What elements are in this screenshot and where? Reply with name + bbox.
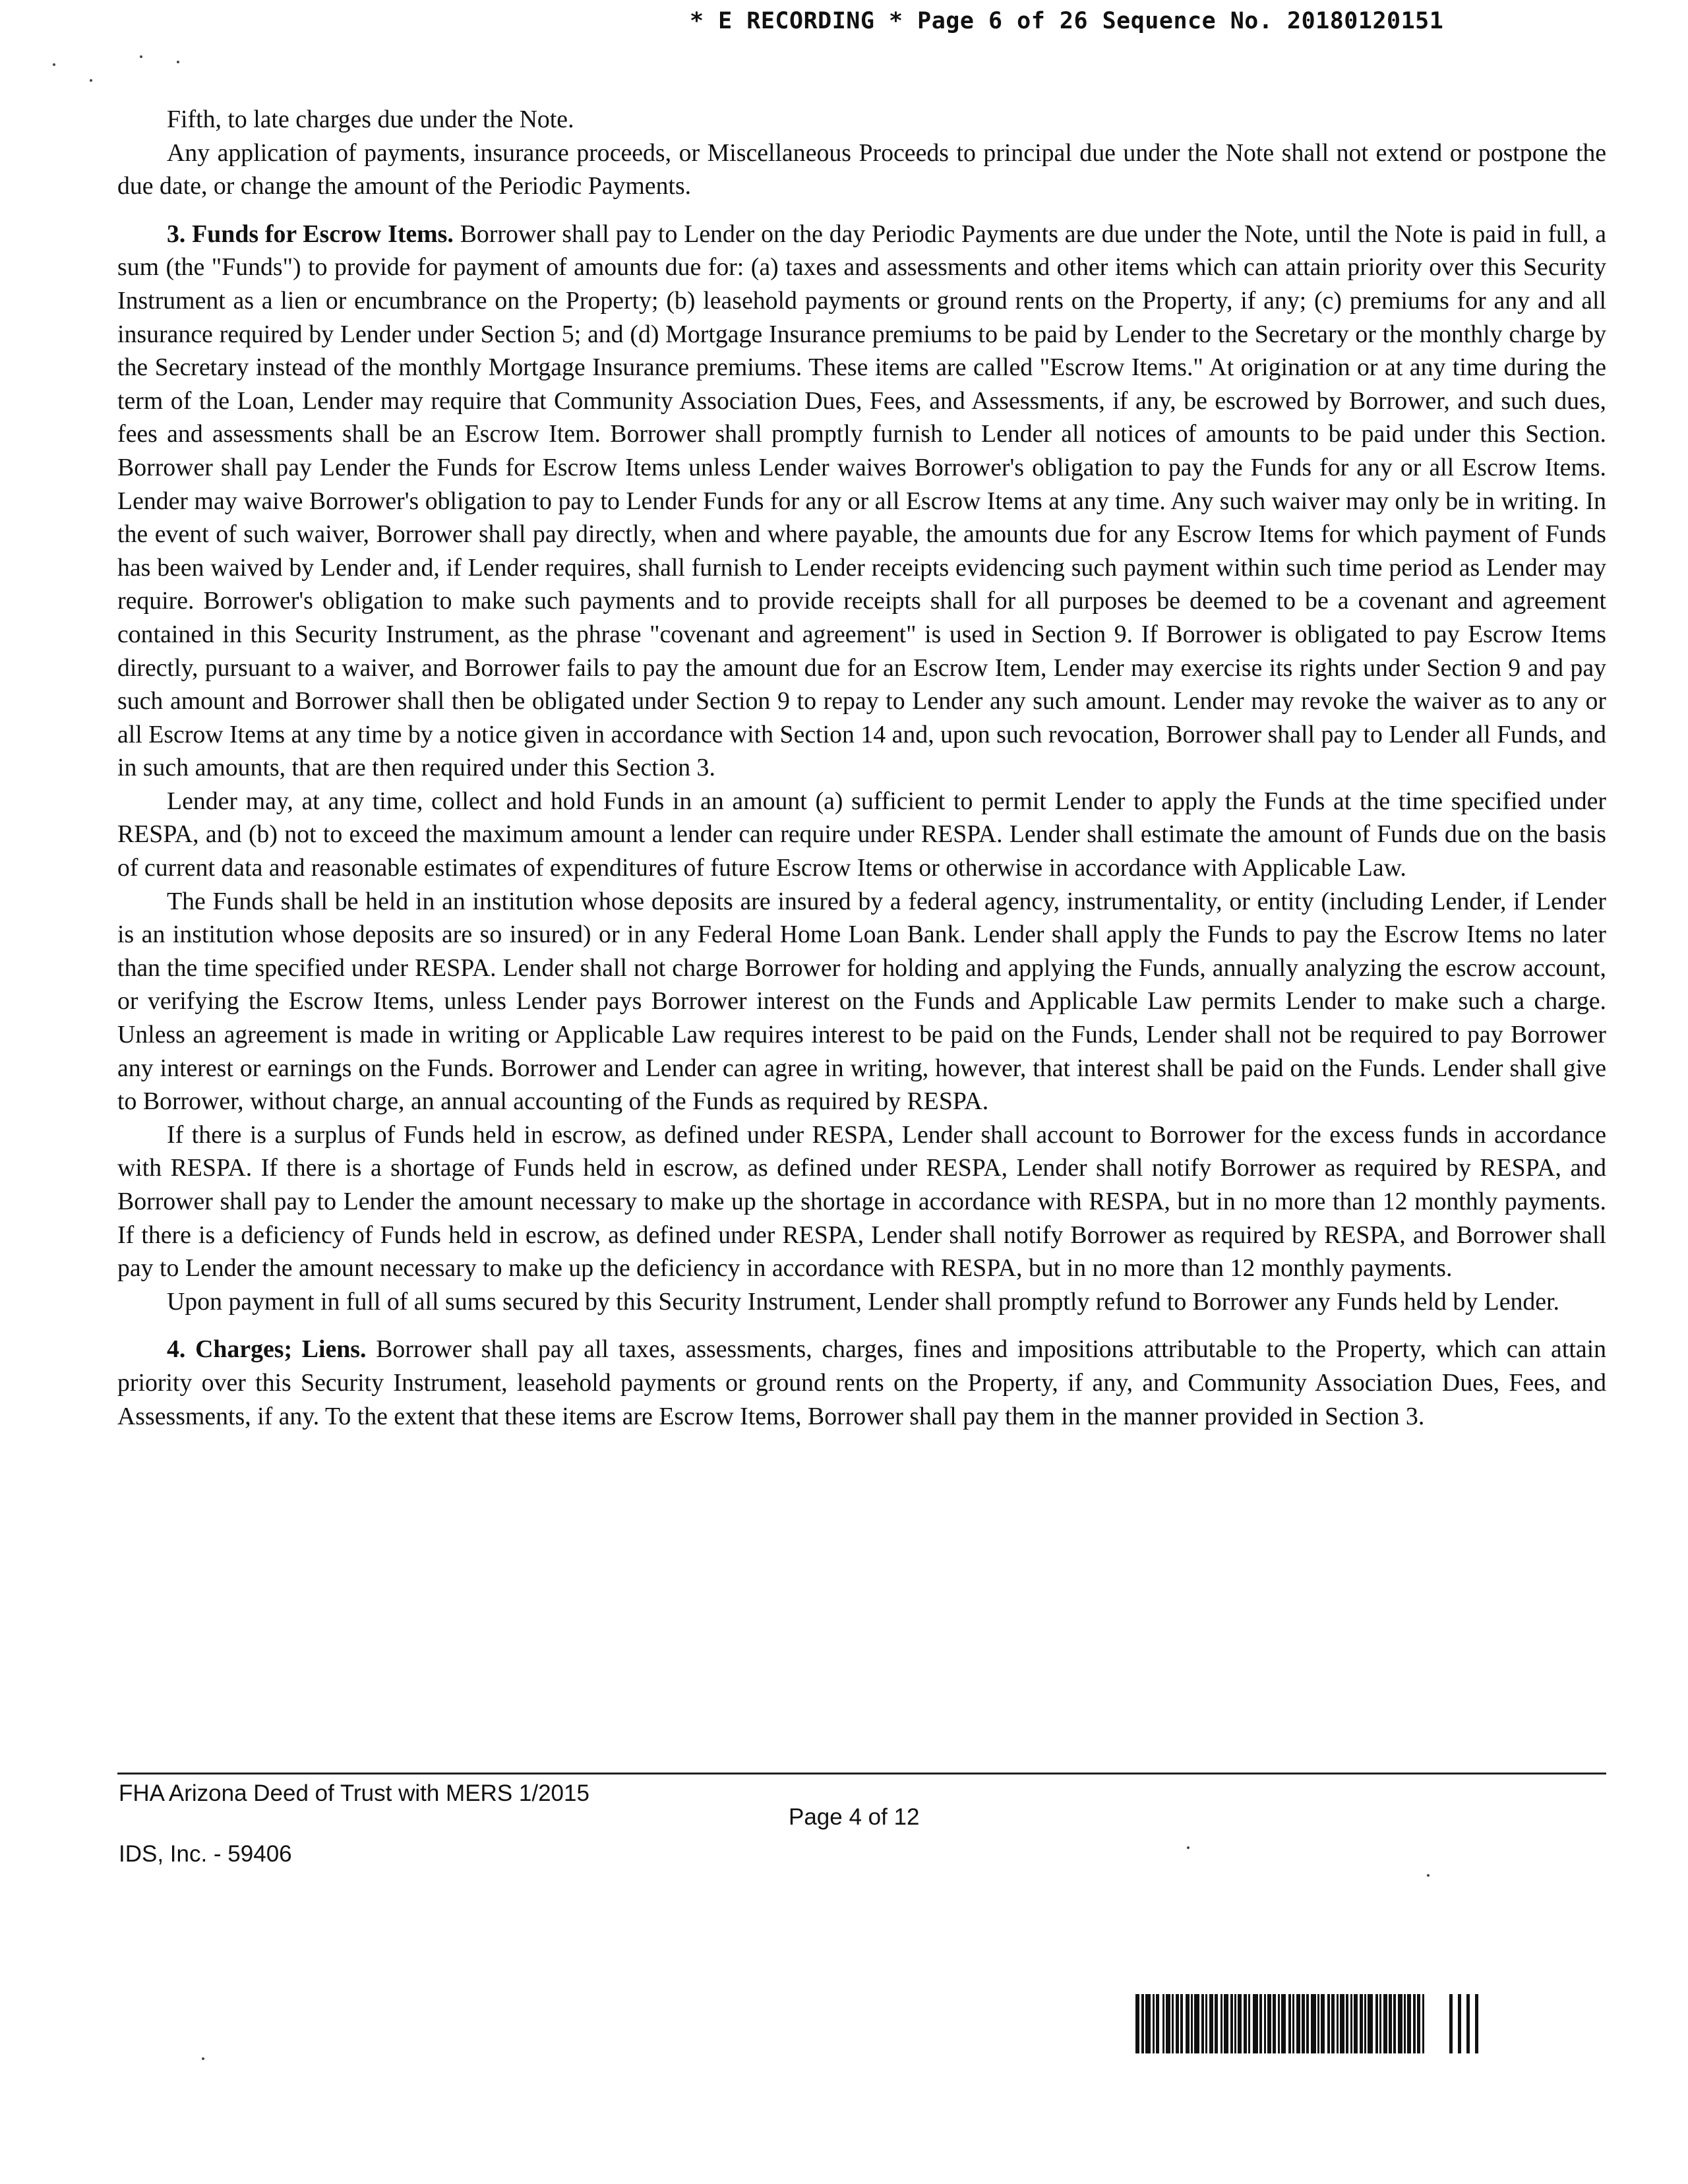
barcode-bar	[1209, 1994, 1213, 2053]
barcode-bar	[1191, 1994, 1193, 2053]
barcode-bar	[1475, 1994, 1478, 2053]
barcode-bar	[1166, 1994, 1170, 2053]
barcode-bar	[1230, 1994, 1233, 2053]
barcode-bar	[1244, 1994, 1247, 2053]
section-4-text: Borrower shall pay all taxes, assessments, charges, fines and impositions attributable to the Property, which can attain priority over this Security Instrument, leasehold payments or ground rents on the Property, if any, and Community Association Dues, Fees, and Assessments, if any. To the extent that these items are Escrow Items, Borrower shall pay them in the manner provided in Section 3.	[117, 1335, 1606, 1430]
barcode-bar	[1354, 1994, 1358, 2053]
recording-stamp: * E RECORDING * Page 6 of 26 Sequence No. 20180120151	[690, 8, 1444, 34]
barcode-bar	[1398, 1994, 1402, 2053]
barcode-bar	[1368, 1994, 1373, 2053]
barcode-bar	[1156, 1994, 1159, 2053]
section-3-heading: 3. Funds for Escrow Items.	[167, 220, 454, 248]
barcode-bar	[1375, 1994, 1378, 2053]
paragraph-application-of-payments: Any application of payments, insurance proceeds, or Miscellaneous Proceeds to principal due under the Note shall not extend or postpone the due date, or change the amount of the Periodic Payments.	[117, 138, 1606, 200]
paragraph-lender-collect-funds: Lender may, at any time, collect and hold Funds in an amount (a) sufficient to permit Lender to apply the Funds at the time specified under RESPA, and (b) not to exceed the maximum amount a lender can require under RESPA. Lender shall estimate the amount of Funds due on the basis of current data and reasonable estimates of expenditures of future Escrow Items or otherwise in accordance with Applicable Law.	[117, 787, 1606, 882]
scan-speck	[1187, 1846, 1190, 1849]
barcode-bar	[1379, 1994, 1381, 2053]
paragraph-funds-held-institution: The Funds shall be held in an institution whose deposits are insured by a federal agency, instrumentality, or entity (including Lender, if Lender is an institution whose deposits are so insured) or in any Federal Home Loan Bank. Lender shall apply the Funds to pay the Escrow Items no later than the time specified under RESPA. Lender shall not charge Borrower for holding and applying the Funds, annually analyzing the escrow account, or verifying the Escrow Items, unless Lender pays Borrower interest on the Funds and Applicable Law permits Lender to make such a charge. Unless an agreement is made in writing or Applicable Law requires interest to be paid on the Funds, Lender shall not be required to pay Borrower any interest or earnings on the Funds. Borrower and Lender can agree in writing, however, that interest shall be paid on the Funds. Lender shall give to Borrower, without charge, an annual accounting of the Funds as required by RESPA.	[117, 887, 1606, 1116]
barcode-bar	[1302, 1994, 1305, 2053]
barcode-bar	[1393, 1994, 1396, 2053]
barcode-bar	[1162, 1994, 1164, 2053]
barcode-bar	[1180, 1994, 1183, 2053]
barcode-bar	[1383, 1994, 1387, 2053]
paragraph-fifth-late-charges: Fifth, to late charges due under the Note.	[167, 106, 574, 133]
scan-speck	[90, 79, 92, 82]
barcode-bar	[1194, 1994, 1199, 2053]
footer-page-number: Page 4 of 12	[789, 1804, 920, 1830]
barcode-bar	[1201, 1994, 1204, 2053]
section-3-text: Borrower shall pay to Lender on the day Periodic Payments are due under the Note, until the Note is paid in full, a sum (the "Funds") to provide for payment of amounts due for: (a) taxes and assessments and other items which can attain priority over this Security Instrument as a lien or encumbrance on the Property; (b) leasehold payments or ground rents on the Property, if any; (c) premiums for any and all insurance required by Lender under Section 5; and (d) Mortgage Insurance premiums to be paid by Lender to the Secretary or the monthly charge by the Secretary instead of the monthly Mortgage Insurance premiums. These items are called "Escrow Items." At origination or at any time during the term of the Loan, Lender may require that Community Association Dues, Fees, and Assessments, if any, be escrowed by Borrower, and such dues, fees and assessments shall be an Escrow Item. Borrower shall promptly furnish to Lender all notices of amounts to be paid under this Section. Borrower shall pay Lender the Funds for Escrow Items unless Lender waives Borrower's obligation to pay the Funds for any or all Escrow Items. Lender may waive Borrower's obligation to pay to Lender Funds for any or all Escrow Items at any time. Any such waiver may only be in writing. In the event of such waiver, Borrower shall pay directly, when and where payable, the amounts due for any Escrow Items for which payment of Funds has been waived by Lender and, if Lender requires, shall furnish to Lender receipts evidencing such payment within such time period as Lender may require. Borrower's obligation to make such payments and to provide receipts shall for all purposes be deemed to be a covenant and agreement contained in this Security Instrument, as the phrase "covenant and agreement" is used in Section 9. If Borrower is obligated to pay Escrow Items directly, pursuant to a waiver, and Borrower fails to pay the amount due for an Escrow Item, Lender may exercise its rights under Section 9 and pay such amount and Borrower shall then be obligated under Section 9 to repay to Lender any such amount. Lender may revoke the waiver as to any or all Escrow Items at any time by a notice given in accordance with Section 14 and, upon such revocation, Borrower shall pay to Lender all Funds, and in such amounts, that are then required under this Section 3.	[117, 220, 1607, 782]
barcode-bar	[1278, 1994, 1280, 2053]
section-4-heading: 4. Charges; Liens.	[167, 1335, 367, 1364]
section-3-paragraph	[117, 218, 1606, 785]
scan-speck	[177, 61, 179, 63]
barcode-bar	[1413, 1994, 1416, 2053]
barcode-bar	[1135, 1994, 1139, 2053]
document-body	[117, 103, 1606, 1433]
barcode-bar	[1321, 1994, 1325, 2053]
scan-speck	[140, 55, 142, 58]
footer-divider	[117, 1773, 1606, 1774]
barcode-bar	[1248, 1994, 1250, 2053]
scan-speck	[1427, 1874, 1430, 1877]
section-4-paragraph	[117, 1333, 1606, 1433]
barcode-bar	[1186, 1994, 1190, 2053]
barcode-bar	[1317, 1994, 1319, 2053]
barcode-bar	[1141, 1994, 1144, 2053]
barcode-bar	[1273, 1994, 1276, 2053]
barcode-bar	[1422, 1994, 1424, 2053]
scan-speck	[202, 2057, 204, 2060]
barcode	[1135, 1994, 1604, 2053]
barcode-bar	[1306, 1994, 1309, 2053]
barcode-bar	[1364, 1994, 1366, 2053]
barcode-bar	[1205, 1994, 1207, 2053]
barcode-bar	[1215, 1994, 1218, 2053]
barcode-bar	[1417, 1994, 1420, 2053]
barcode-bar	[1288, 1994, 1291, 2053]
barcode-bar	[1350, 1994, 1352, 2053]
barcode-bar	[1337, 1994, 1339, 2053]
barcode-gap	[1426, 1994, 1449, 2053]
barcode-bar	[1331, 1994, 1335, 2053]
barcode-bar	[1458, 1994, 1461, 2053]
barcode-bar	[1253, 1994, 1258, 2053]
barcode-bar	[1259, 1994, 1262, 2053]
barcode-bar	[1327, 1994, 1330, 2053]
barcode-bar	[1281, 1994, 1286, 2053]
barcode-bar	[1264, 1994, 1266, 2053]
barcode-bar	[1407, 1994, 1411, 2053]
barcode-bar	[1221, 1994, 1222, 2053]
barcode-bar	[1172, 1994, 1174, 2053]
footer-vendor-id: IDS, Inc. - 59406	[119, 1841, 292, 1867]
barcode-bar	[1176, 1994, 1179, 2053]
paragraph-surplus-shortage: If there is a surplus of Funds held in escrow, as defined under RESPA, Lender shall account to Borrower for the excess funds in accordance with RESPA. If there is a shortage of Funds held in escrow, as defined under RESPA, Lender shall notify Borrower as required by RESPA, and Borrower shall pay to Lender the amount necessary to make up the shortage in accordance with RESPA, but in no more than 12 monthly payments. If there is a deficiency of Funds held in escrow, as defined under RESPA, Lender shall notify Borrower as required by RESPA, and Borrower shall pay to Lender the amount necessary to make up the deficiency in accordance with RESPA, but in no more than 12 monthly payments.	[117, 1120, 1606, 1283]
barcode-bar	[1311, 1994, 1316, 2053]
barcode-bar	[1449, 1994, 1453, 2053]
barcode-bar	[1224, 1994, 1228, 2053]
barcode-bar	[1292, 1994, 1294, 2053]
barcode-bar	[1153, 1994, 1155, 2053]
scan-speck	[53, 63, 55, 66]
barcode-bar	[1404, 1994, 1406, 2053]
barcode-bar	[1234, 1994, 1236, 2053]
barcode-bar	[1466, 1994, 1470, 2053]
barcode-bar	[1145, 1994, 1151, 2053]
barcode-bar	[1360, 1994, 1363, 2053]
paragraph-refund-upon-payment: Upon payment in full of all sums secured by this Security Instrument, Lender shall promptly refund to Borrower any Funds held by Lender.	[167, 1287, 1560, 1316]
barcode-bar	[1238, 1994, 1242, 2053]
barcode-bar	[1267, 1994, 1271, 2053]
barcode-bar	[1346, 1994, 1348, 2053]
barcode-bar	[1340, 1994, 1344, 2053]
barcode-bar	[1296, 1994, 1300, 2053]
barcode-bar	[1389, 1994, 1392, 2053]
footer-form-name: FHA Arizona Deed of Trust with MERS 1/2015	[119, 1780, 589, 1806]
